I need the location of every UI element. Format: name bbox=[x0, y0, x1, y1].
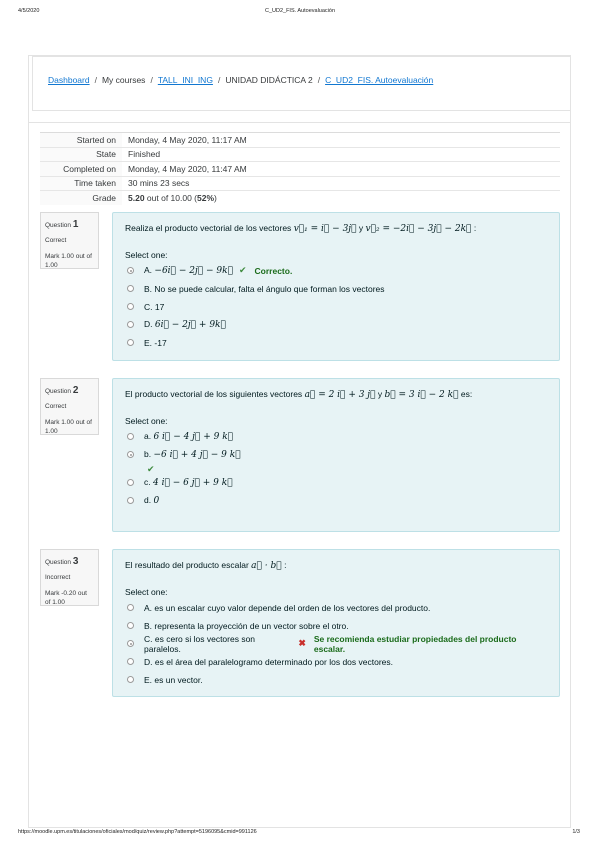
answer-math: 4 i⃗ − 6 j⃗ + 9 k⃗ bbox=[153, 478, 233, 489]
answer-prefix: d. bbox=[144, 495, 152, 506]
check-icon: ✔ bbox=[238, 265, 247, 276]
summary-row-grade bbox=[40, 191, 560, 206]
question-word: Question bbox=[45, 222, 72, 229]
question-word: Question bbox=[45, 559, 72, 566]
math-vector-v2: v⃗₂ = −2i⃗ − 3j⃗ − 2k⃗ bbox=[365, 224, 472, 234]
question-number bbox=[45, 383, 94, 398]
grade-value: 5.20 bbox=[128, 193, 145, 203]
answer-math: −6i⃗ − 2j⃗ − 9k⃗ bbox=[154, 266, 233, 277]
answer-prefix: E. bbox=[144, 337, 153, 348]
answer-prefix: A. bbox=[144, 602, 153, 613]
attempt-summary-table bbox=[40, 132, 560, 205]
summary-label: Time taken bbox=[40, 176, 122, 191]
answer-label bbox=[144, 265, 233, 276]
answer-prefix: E. bbox=[144, 674, 153, 685]
answer-option[interactable] bbox=[125, 635, 547, 653]
breadcrumb-separator: / bbox=[150, 75, 153, 85]
answer-prefix: b. bbox=[144, 449, 152, 460]
answer-option[interactable] bbox=[125, 599, 547, 617]
radio[interactable] bbox=[127, 433, 134, 440]
answer-text: es cero si los vectores son paralelos. bbox=[144, 633, 256, 654]
question-text-y: y bbox=[377, 389, 383, 399]
question-number bbox=[45, 217, 94, 232]
answer-prefix: A. bbox=[144, 265, 153, 276]
math-vector-v1: v⃗₁ = i⃗ − 3j⃗ bbox=[293, 224, 357, 234]
answer-label bbox=[144, 477, 233, 488]
question-state: Correct bbox=[45, 237, 67, 244]
answer-math: −6 i⃗ + 4 j⃗ − 9 k⃗ bbox=[153, 450, 241, 461]
breadcrumb-course[interactable]: TALL_INI_ING bbox=[157, 75, 213, 85]
answer-label bbox=[144, 657, 393, 667]
radio[interactable] bbox=[127, 285, 134, 292]
question-state: Correct bbox=[45, 403, 67, 410]
radio[interactable] bbox=[127, 497, 134, 504]
radio[interactable] bbox=[127, 658, 134, 665]
breadcrumb-my-courses: My courses bbox=[101, 75, 146, 85]
answer-label bbox=[144, 634, 292, 654]
question-number-value: 2 bbox=[72, 385, 79, 396]
answer-option[interactable] bbox=[125, 262, 547, 280]
feedback-text: Se recomienda estudiar propiedades del producto escalar. bbox=[313, 633, 517, 654]
summary-value: Monday, 4 May 2020, 11:17 AM bbox=[128, 134, 247, 145]
radio[interactable] bbox=[127, 303, 134, 310]
answer-text: 17 bbox=[154, 301, 165, 312]
answer-label bbox=[144, 319, 226, 330]
grade-label: Grade bbox=[40, 191, 122, 206]
summary-label: State bbox=[40, 147, 122, 162]
breadcrumb bbox=[48, 75, 433, 85]
radio[interactable] bbox=[127, 622, 134, 629]
question-2-content bbox=[112, 378, 560, 532]
question-text-pre: El resultado del producto escalar bbox=[125, 560, 249, 570]
grade-close: ) bbox=[214, 193, 217, 203]
check-icon: ✔ bbox=[147, 463, 155, 474]
answer-prefix: C. bbox=[144, 633, 153, 644]
answer-option[interactable] bbox=[125, 617, 547, 635]
math-dot-product: a⃗ · b⃗ bbox=[251, 561, 282, 571]
question-text-pre: Realiza el producto vectorial de los vectores bbox=[125, 223, 292, 233]
answer-label bbox=[144, 495, 159, 506]
summary-row bbox=[40, 176, 560, 191]
answer-label bbox=[144, 431, 233, 442]
answer-option[interactable] bbox=[125, 428, 547, 446]
answer-prefix: c. bbox=[144, 477, 151, 488]
answer-label bbox=[144, 449, 241, 460]
answer-text: -17 bbox=[154, 337, 167, 348]
answer-prefix: D. bbox=[144, 319, 153, 330]
question-text-post: : bbox=[473, 223, 477, 233]
question-word: Question bbox=[45, 388, 72, 395]
summary-value: Monday, 4 May 2020, 11:47 AM bbox=[128, 163, 247, 174]
question-text-post: : bbox=[284, 560, 287, 570]
answer-option[interactable] bbox=[125, 492, 547, 510]
answer-label bbox=[144, 302, 164, 312]
print-page-number: 1/3 bbox=[572, 829, 580, 835]
question-state: Incorrect bbox=[45, 574, 71, 581]
summary-value: Finished bbox=[128, 149, 161, 160]
question-text bbox=[125, 223, 547, 236]
math-vector-a: a⃗ = 2 i⃗ + 3 j⃗ bbox=[304, 390, 376, 400]
answer-math: 0 bbox=[153, 496, 160, 507]
answer-option[interactable] bbox=[125, 474, 547, 492]
breadcrumb-separator: / bbox=[317, 75, 321, 85]
grade-value-cell bbox=[122, 191, 560, 206]
question-text-pre: El producto vectorial de los siguientes vectores bbox=[125, 389, 303, 399]
radio-checked[interactable] bbox=[127, 451, 134, 458]
answer-option[interactable] bbox=[125, 298, 547, 316]
radio[interactable] bbox=[127, 676, 134, 683]
breadcrumb-dashboard[interactable]: Dashboard bbox=[48, 75, 90, 85]
math-vector-b: b⃗ = 3 i⃗ − 2 k⃗ bbox=[384, 390, 459, 400]
breadcrumb-separator: / bbox=[94, 75, 97, 85]
question-3-content bbox=[112, 549, 560, 697]
grade-percent: 52% bbox=[197, 193, 215, 203]
question-2-info bbox=[40, 378, 99, 435]
radio[interactable] bbox=[127, 339, 134, 346]
question-text-post: es: bbox=[460, 389, 473, 399]
question-text bbox=[125, 560, 547, 573]
select-one-label: Select one: bbox=[125, 249, 168, 260]
answer-math: 6i⃗ − 2j⃗ + 9k⃗ bbox=[154, 320, 226, 331]
answer-label bbox=[144, 338, 167, 348]
radio-checked[interactable] bbox=[127, 267, 134, 274]
summary-row bbox=[40, 133, 560, 148]
answer-text: es un escalar cuyo valor depende del orden de los vectores del producto. bbox=[154, 602, 431, 613]
radio[interactable] bbox=[127, 479, 134, 486]
answer-text: representa la proyección de un vector sobre el otro. bbox=[154, 620, 349, 631]
answer-prefix: a. bbox=[144, 431, 152, 442]
answer-label bbox=[144, 284, 385, 294]
question-3-info bbox=[40, 549, 99, 606]
answer-option[interactable] bbox=[125, 653, 547, 671]
answer-math: 6 i⃗ − 4 j⃗ + 9 k⃗ bbox=[153, 432, 234, 443]
answer-label bbox=[144, 675, 203, 685]
select-one-label: Select one: bbox=[125, 586, 168, 597]
question-number-value: 3 bbox=[72, 556, 79, 567]
select-one-label: Select one: bbox=[125, 415, 168, 426]
feedback-text: Correcto. bbox=[254, 265, 293, 276]
answer-prefix: B. bbox=[144, 620, 153, 631]
question-text bbox=[125, 389, 547, 402]
radio[interactable] bbox=[127, 604, 134, 611]
question-mark: Mark 1.00 out of 1.00 bbox=[45, 418, 92, 436]
answer-option[interactable] bbox=[125, 446, 547, 464]
answer-label bbox=[144, 621, 349, 631]
summary-value: 30 mins 23 secs bbox=[128, 178, 190, 189]
question-mark: Mark 1.00 out of 1.00 bbox=[45, 252, 92, 270]
print-title: C_UD2_FIS. Autoevaluación bbox=[264, 8, 335, 14]
answer-prefix: D. bbox=[144, 656, 153, 667]
answer-text: es un vector. bbox=[154, 674, 203, 685]
question-text-y: y bbox=[358, 223, 364, 233]
answer-option[interactable] bbox=[125, 316, 547, 334]
print-url: https://moodle.upm.es/titulaciones/oficiales/mod/quiz/review.php?attempt=5196095&cmid=991126 bbox=[18, 829, 257, 835]
answer-text: es el área del paralelogramo determinado por los dos vectores. bbox=[154, 656, 394, 667]
print-date: 4/5/2020 bbox=[18, 8, 40, 14]
grade-out-of: out of 10.00 ( bbox=[146, 193, 198, 203]
answer-label bbox=[144, 603, 430, 613]
answer-option[interactable] bbox=[125, 671, 547, 689]
answer-prefix: C. bbox=[144, 301, 153, 312]
answer-option[interactable] bbox=[125, 334, 547, 352]
summary-label: Completed on bbox=[40, 162, 122, 177]
cross-icon: ✖ bbox=[298, 638, 306, 649]
question-1-content bbox=[112, 212, 560, 361]
answer-option[interactable] bbox=[125, 280, 547, 298]
summary-row bbox=[40, 162, 560, 177]
question-number-value: 1 bbox=[72, 219, 79, 230]
breadcrumb-quiz[interactable]: C_UD2_FIS. Autoevaluación bbox=[325, 75, 434, 85]
radio[interactable] bbox=[127, 321, 134, 328]
breadcrumb-separator: / bbox=[217, 75, 221, 85]
question-number bbox=[45, 554, 94, 569]
breadcrumb-unit: UNIDAD DIDÁCTICA 2 bbox=[225, 75, 313, 85]
answer-text: No se puede calcular, falta el ángulo que forman los vectores bbox=[154, 283, 385, 294]
summary-label: Started on bbox=[40, 133, 122, 148]
answer-prefix: B. bbox=[144, 283, 153, 294]
radio-checked[interactable] bbox=[127, 640, 134, 647]
question-1-info bbox=[40, 212, 99, 269]
summary-row bbox=[40, 147, 560, 162]
question-mark: Mark -0.20 out of 1.00 bbox=[45, 589, 87, 607]
